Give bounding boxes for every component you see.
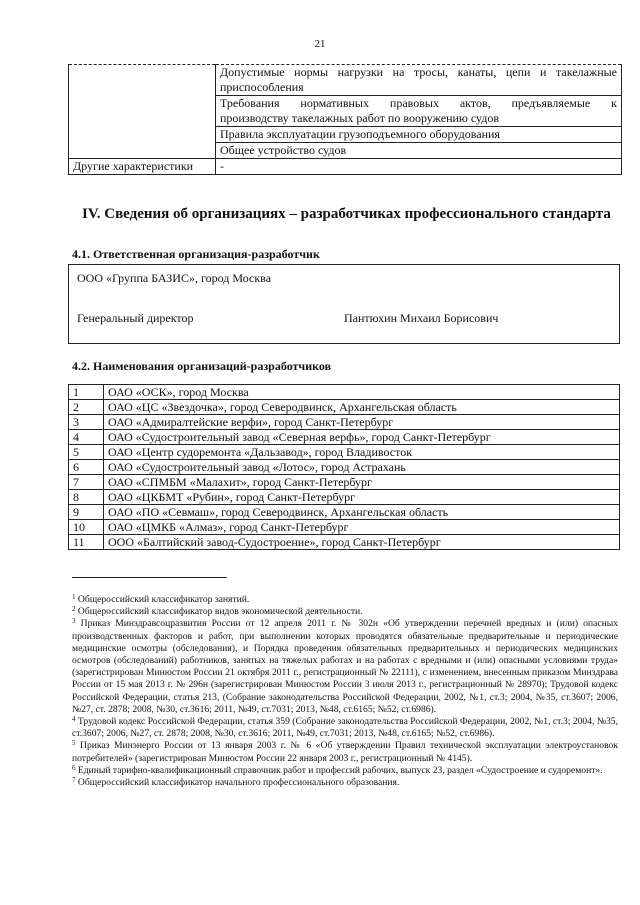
org-number: 7 <box>69 475 104 490</box>
footnote-text: Общероссийский классификатор занятий. <box>77 594 250 605</box>
table-row <box>69 475 620 490</box>
org-name: ОАО «Центр судоремонта «Дальзавод», город Владивосток <box>104 445 620 460</box>
org-name: ОАО «Адмиралтейские верфи», город Санкт-Петербург <box>104 415 620 430</box>
table-row <box>69 430 620 445</box>
qualification-table <box>68 64 622 175</box>
table-row <box>69 535 620 550</box>
footnote <box>72 716 618 740</box>
footnote-mark: 1 <box>72 593 76 601</box>
table-row <box>69 445 620 460</box>
org-name: ОАО «Судостроительный завод «Лотос», город Астрахань <box>104 460 620 475</box>
org-name: ОАО «ОСК», город Москва <box>104 385 620 400</box>
footnote-text: Трудовой кодекс Российской Федерации, статья 359 (Собрание законодательства Российской Федерации, 2002, №1, ст.3; 2004, №35, ст.3607; 2006, №27, ст. 2878; 2008, №30, ст.3616; 2011, №49, ст.7031; 2013, №48, ст.6165; №52, ст.6986). <box>72 716 618 740</box>
table-cell-value <box>216 127 622 143</box>
table-row <box>69 415 620 430</box>
table-cell-line: производству такелажных работ по вооружению судов <box>220 111 500 125</box>
table-cell-value <box>216 159 622 175</box>
director-name: Пантюхин Михаил Борисович <box>344 311 499 325</box>
org-number: 1 <box>69 385 104 400</box>
table-cell-line: приспособления <box>220 80 304 94</box>
org-number: 8 <box>69 490 104 505</box>
developer-orgs-table <box>68 384 620 550</box>
footnote-mark: 7 <box>72 776 76 785</box>
org-name: ООО «Балтийский завод-Судостроение», город Санкт-Петербург <box>104 535 620 550</box>
footnote-mark: 3 <box>72 617 76 626</box>
org-name: ОАО «ЦКБМТ «Рубин», город Санкт-Петербург <box>104 490 620 505</box>
table-row <box>69 159 622 175</box>
org-name: ОАО «ПО «Севмаш», город Северодвинск, Архангельская область <box>104 505 620 520</box>
org-number: 4 <box>69 430 104 445</box>
footnote-mark: 6 <box>72 763 76 772</box>
responsible-org-heading: 4.1. Ответственная организация-разработчик <box>72 247 320 261</box>
org-name: ОАО «ЦС «Звездочка», город Северодвинск, Архангельская область <box>104 400 620 415</box>
footnote-mark: 4 <box>72 715 76 724</box>
table-cell-line: Требования нормативных правовых актов, предъявляемые к <box>220 96 617 110</box>
footnote <box>72 606 618 618</box>
footnote-text: Общероссийский классификатор начального профессионального образования. <box>77 777 400 789</box>
org-number: 2 <box>69 400 104 415</box>
table-cell-value <box>216 96 622 127</box>
org-number: 6 <box>69 460 104 475</box>
table-row <box>69 505 620 520</box>
footnote-mark: 5 <box>72 739 76 748</box>
footnote-text: Приказ Минздравсоцразвития России от 12 апреля 2011 г. № 302н «Об утверждении перечней вредных и (или) опасных производственных факторов и работ, при выполнении которых проводятся обязательные предварительные и периодические медицинские осмотры (обследования), и Порядка проведения обязательных предварительных и периодических медицинских осмотров (обследований) работников, занятых на тяжелых работах и на работах с вредными и (или) опасными условиями труда» (зарегистрирован Минюстом России 21 октября 2011 г., регистрационный № 22111), с изменением, внесенным приказом Минздрава России от 15 мая 2013 г. № 296н (зарегистрирован Минюстом России 3 июля 2013 г., регистрационный № 28970); Трудовой кодекс Российской Федерации, статья 213, (Собрание законодательства Российской Федерации, 2002, №1, ст.3; 2004, №35, ст.3607; 2006, №27, ст. 2878; 2008, №30, ст.3616; 2011, №49, ст.7031; 2013, №48, ст.6165; №52, ст.6986). <box>72 618 618 715</box>
table-row <box>69 460 620 475</box>
footnote-text: Приказ Минэнерго России от 13 января 2003 г. № 6 «Об утверждении Правил технической эксплуатации электроустановок потребителей» (зарегистрирован Минюстом России 22 января 2003 г., регистрационный № 4145). <box>72 740 618 764</box>
responsible-org-box <box>68 264 620 344</box>
footnote <box>72 765 618 777</box>
section-title: IV. Сведения об организациях – разработчиках профессионального стандарта <box>82 206 611 222</box>
table-cell-line: Общее устройство судов <box>220 143 347 157</box>
director-title: Генеральный директор <box>77 311 194 325</box>
footnote-separator <box>72 577 227 578</box>
table-row <box>69 400 620 415</box>
table-row <box>69 490 620 505</box>
table-cell-line: Правила эксплуатации грузоподъемного оборудования <box>220 127 500 141</box>
table-cell-line: - <box>220 159 224 173</box>
table-row <box>69 65 622 96</box>
page-number: 21 <box>314 38 326 50</box>
org-number: 5 <box>69 445 104 460</box>
footnote-text: Единый тарифно-квалификационный справочник работ и профессий рабочих, выпуск 23, раздел «Судостроение и судоремонт». <box>77 764 603 776</box>
org-number: 11 <box>69 535 104 550</box>
footnote <box>72 740 618 764</box>
org-name: ОАО «ЦМКБ «Алмаз», город Санкт-Петербург <box>104 520 620 535</box>
table-cell-value <box>216 65 622 96</box>
table-cell-value <box>216 143 622 159</box>
table-cell-line: Допустимые нормы нагрузки на тросы, канаты, цепи и такелажные <box>220 65 617 79</box>
org-number: 3 <box>69 415 104 430</box>
footnote-text: Общероссийский классификатор видов экономической деятельности. <box>77 606 363 618</box>
footnotes <box>72 594 618 789</box>
footnote <box>72 594 618 606</box>
org-number: 9 <box>69 505 104 520</box>
developer-orgs-heading: 4.2. Наименования организаций-разработчиков <box>72 359 332 373</box>
table-row <box>69 385 620 400</box>
org-number: 10 <box>69 520 104 535</box>
footnote <box>72 777 618 789</box>
responsible-org-name: ООО «Группа БАЗИС», город Москва <box>77 271 272 285</box>
table-cell-label: Другие характеристики <box>69 159 216 175</box>
table-row <box>69 520 620 535</box>
org-name: ОАО «СПМБМ «Малахит», город Санкт-Петербург <box>104 475 620 490</box>
footnote <box>72 618 618 716</box>
org-name: ОАО «Судостроительный завод «Северная верфь», город Санкт-Петербург <box>104 430 620 445</box>
footnote-mark: 2 <box>72 605 76 614</box>
table-cell-label <box>69 65 216 159</box>
